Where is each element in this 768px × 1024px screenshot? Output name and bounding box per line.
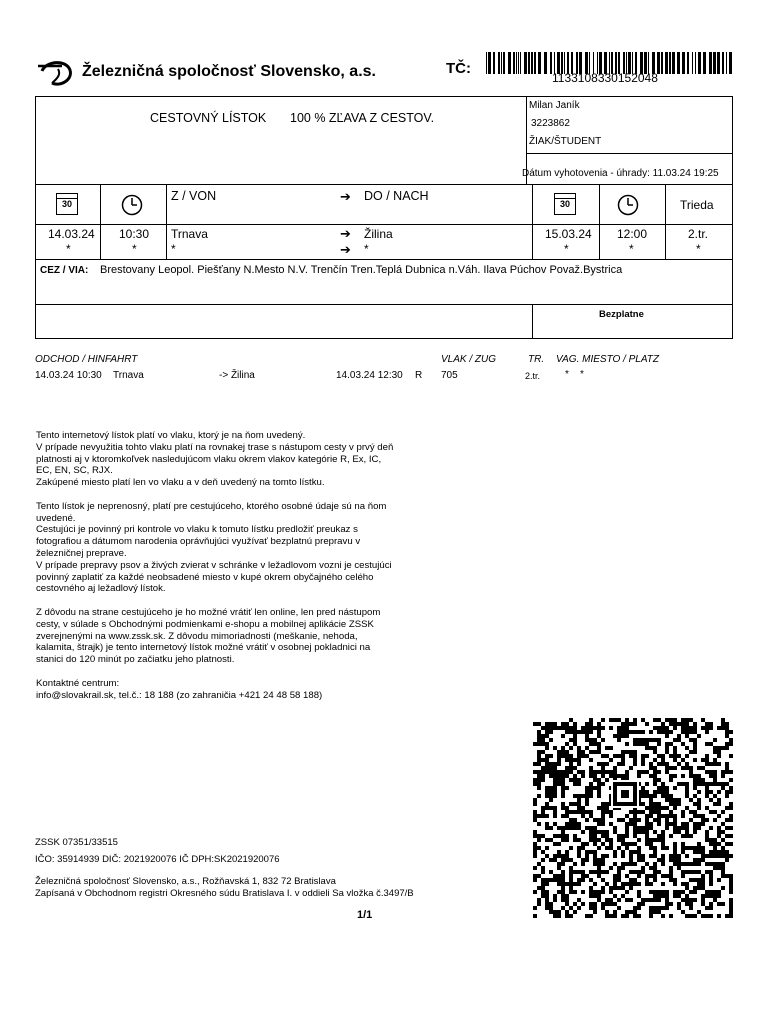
company-name: Železničná spoločnosť Slovensko, a.s. xyxy=(82,63,376,80)
arrow-right-icon: ➔ xyxy=(340,189,351,204)
footer-code: ZSSK 07351/33515 xyxy=(35,837,118,848)
star: * xyxy=(132,242,137,256)
passenger-name: Milan Janík xyxy=(529,100,580,111)
company-ids: IČO: 35914939 DIČ: 2021920076 IČ DPH:SK2021920076 xyxy=(35,854,280,865)
arrival-time: 12:00 xyxy=(617,227,648,241)
arrow-right-icon: ➔ xyxy=(340,242,351,257)
from-station: Trnava xyxy=(171,227,208,241)
journey-seat: * * xyxy=(565,369,584,380)
star: * xyxy=(364,242,369,256)
via-stations: Brestovany Leopol. Piešťany N.Mesto N.V. Trenčín Tren.Teplá Dubnica n.Váh. Ilava Púchov Považ.Bystrica xyxy=(100,264,623,276)
tc-label: TČ: xyxy=(446,60,471,77)
star: * xyxy=(629,242,634,256)
journey-class: 2.tr. xyxy=(525,371,541,381)
tc-number: 1133108330152048 xyxy=(552,71,658,85)
issue-date: Dátum vyhotovenia - úhrady: 11.03.24 19:25 xyxy=(522,168,719,179)
to-label: DO / NACH xyxy=(364,189,429,203)
journey-train-number: 705 xyxy=(441,370,458,381)
class-header: TR. xyxy=(528,354,545,365)
price-label: Bezplatne xyxy=(599,309,644,320)
terms-text: Tento internetový lístok platí vo vlaku, ktorý je na ňom uvedený. V prípade nevyužitia tohto vlaku platí na rovnakej trase s nástupom cesty v prvý deň platnosti aj v ktoromkoľvek nasledujúcom vlaku okrem vlakov kategórie R, Ex, IC, EC, EN, SC, RJX. Zakúpené miesto platí len vo vlaku a v deň uvedený na tomto lístku. Tento lístok je neprenosný, platí pre cestujúceho, ktorého osobné údaje sú na ňom uvedené. Cestujúci je povinný pri kontrole vo vlaku k tomuto lístku predložiť preukaz s fotografiou a dátumom narodenia oprávňujúci využívať bezplatnú prepravu v železničnej preprave. V prípade prepravy psov a živých zvierat v schránke v ležadlovom vozni je cestujúci povinný zaplatiť za každé neobsadené miesto v kupé okrem obyčajného celého cestovného aj ležadlový lístok. Z dôvodu na strane cestujúceho je ho možné vrátiť len online, len pred nástupom cesty, v súlade s Obchodnými podmienkami e-shopu a mobilnej aplikácie ZSSK zverejnenými na www.zssk.sk. Z dôvodu mimoriadnosti (meškanie, nehoda, kalamita, štrajk) je tento internetový lístok možné vrátiť v osobnej pokladnici na stanici do 120 minút po začiatku jeho platnosti. Kontaktné centrum: info@slovakrail.sk, tel.č.: 18 188 (zo zahraničia +421 24 48 58 188) xyxy=(36,430,394,701)
zssk-logo-icon xyxy=(36,58,74,88)
ticket-box xyxy=(35,96,733,339)
departure-time: 10:30 xyxy=(119,227,150,241)
via-label: CEZ / VIA: xyxy=(40,265,89,276)
departure-header: ODCHOD / HINFAHRT xyxy=(35,354,138,365)
train-header: VLAK / ZUG xyxy=(441,354,497,365)
journey-from: Trnava xyxy=(113,370,144,381)
clock-icon xyxy=(121,194,143,216)
journey-train-type: R xyxy=(415,370,423,381)
arrival-date: 15.03.24 xyxy=(545,227,592,241)
clock-icon xyxy=(617,194,639,216)
ticket-title: CESTOVNÝ LÍSTOK xyxy=(150,111,267,125)
calendar-icon: 30 xyxy=(554,193,576,215)
from-label: Z / VON xyxy=(171,189,217,203)
passenger-id: 3223862 xyxy=(531,118,570,129)
class-label: Trieda xyxy=(680,198,714,212)
passenger-type: ŽIAK/ŠTUDENT xyxy=(529,136,602,147)
page-number: 1/1 xyxy=(357,909,373,921)
to-station: Žilina xyxy=(364,227,393,241)
company-register: Zapísaná v Obchodnom registri Okresného súdu Bratislava I. v oddieli Sa vložka č.3497/B xyxy=(35,888,414,899)
journey-arrival: 14.03.24 12:30 xyxy=(336,370,403,381)
qr-code xyxy=(533,718,733,918)
seat-header: VAG. MIESTO / PLATZ xyxy=(556,354,659,365)
journey-to: -> Žilina xyxy=(219,370,255,381)
star: * xyxy=(564,242,569,256)
departure-date: 14.03.24 xyxy=(48,227,95,241)
star: * xyxy=(696,242,701,256)
class-value: 2.tr. xyxy=(688,227,709,241)
calendar-icon: 30 xyxy=(56,193,78,215)
star: * xyxy=(66,242,71,256)
star: * xyxy=(171,242,176,256)
journey-departure: 14.03.24 10:30 xyxy=(35,370,102,381)
discount-label: 100 % ZĽAVA Z CESTOV. xyxy=(290,111,435,125)
arrow-right-icon: ➔ xyxy=(340,226,351,241)
company-address: Železničná spoločnosť Slovensko, a.s., Rožňavská 1, 832 72 Bratislava xyxy=(35,876,336,887)
